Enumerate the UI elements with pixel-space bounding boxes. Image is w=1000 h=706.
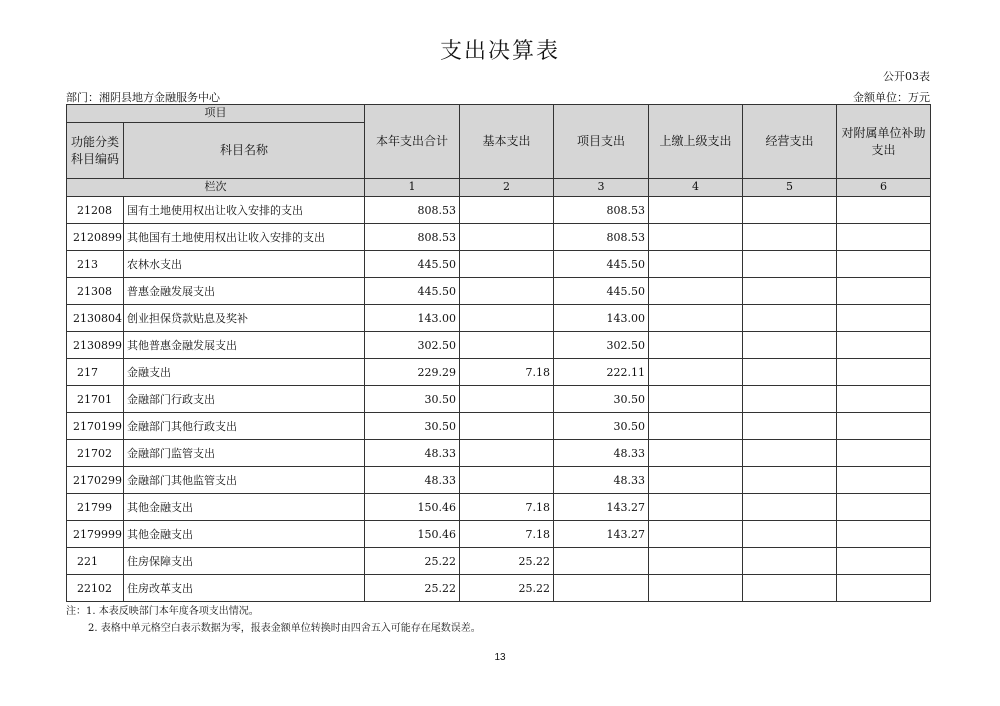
- header-subject-name: 科目名称: [124, 123, 365, 179]
- cell-upper: [649, 305, 743, 332]
- cell-business: [743, 332, 837, 359]
- table-row: [67, 251, 931, 278]
- col-num: 4: [649, 179, 743, 197]
- cell-total: 808.53: [365, 224, 460, 251]
- note-2: 2. 表格中单元格空白表示数据为零，报表金额单位转换时由四舍五入可能存在尾数误差。: [88, 623, 481, 634]
- cell-total: 48.33: [365, 440, 460, 467]
- header-subsidy: 对附属单位补助支出: [837, 105, 931, 179]
- cell-project: 445.50: [554, 278, 649, 305]
- cell-code: 221: [67, 548, 124, 575]
- cell-upper: [649, 575, 743, 602]
- cell-basic: 7.18: [460, 494, 554, 521]
- cell-project: 143.00: [554, 305, 649, 332]
- cell-upper: [649, 251, 743, 278]
- col-num: 2: [460, 179, 554, 197]
- department-label: 部门：湘阴县地方金融服务中心: [66, 91, 220, 104]
- cell-basic: 7.18: [460, 359, 554, 386]
- cell-project: 30.50: [554, 413, 649, 440]
- col-num: 5: [743, 179, 837, 197]
- table-body: [67, 197, 931, 602]
- cell-total: 445.50: [365, 278, 460, 305]
- cell-total: 150.46: [365, 494, 460, 521]
- table-row: [67, 332, 931, 359]
- cell-subject-name: 国有土地使用权出让收入安排的支出: [124, 197, 365, 224]
- cell-upper: [649, 521, 743, 548]
- header-project: 项目: [67, 105, 365, 123]
- cell-total: 150.46: [365, 521, 460, 548]
- cell-subject-name: 住房改革支出: [124, 575, 365, 602]
- header-row-label: 栏次: [67, 179, 365, 197]
- cell-subject-name: 金融支出: [124, 359, 365, 386]
- table-row: [67, 467, 931, 494]
- cell-code: 213: [67, 251, 124, 278]
- cell-basic: 7.18: [460, 521, 554, 548]
- cell-subject-name: 其他金融支出: [124, 494, 365, 521]
- cell-code: 22102: [67, 575, 124, 602]
- header-total: 本年支出合计: [365, 105, 460, 179]
- expenditure-table: [66, 104, 931, 602]
- cell-basic: [460, 332, 554, 359]
- cell-basic: [460, 224, 554, 251]
- page-number: 13: [494, 652, 506, 663]
- table-row: [67, 494, 931, 521]
- cell-subsidy: [837, 278, 931, 305]
- cell-business: [743, 575, 837, 602]
- table-row: [67, 548, 931, 575]
- cell-business: [743, 305, 837, 332]
- cell-code: 21308: [67, 278, 124, 305]
- cell-upper: [649, 467, 743, 494]
- table-row: [67, 305, 931, 332]
- cell-code: 2130899: [67, 332, 124, 359]
- cell-upper: [649, 197, 743, 224]
- cell-subsidy: [837, 548, 931, 575]
- cell-subsidy: [837, 467, 931, 494]
- header-basic: 基本支出: [460, 105, 554, 179]
- cell-subject-name: 创业担保贷款贴息及奖补: [124, 305, 365, 332]
- cell-total: 30.50: [365, 386, 460, 413]
- cell-code: 2130804: [67, 305, 124, 332]
- cell-subject-name: 住房保障支出: [124, 548, 365, 575]
- table-row: [67, 197, 931, 224]
- page-title: 支出决算表: [439, 39, 560, 64]
- cell-basic: [460, 305, 554, 332]
- header-func-code: 功能分类科目编码: [67, 123, 124, 179]
- cell-project: 302.50: [554, 332, 649, 359]
- col-num: 3: [554, 179, 649, 197]
- cell-business: [743, 467, 837, 494]
- cell-total: 30.50: [365, 413, 460, 440]
- cell-business: [743, 278, 837, 305]
- cell-basic: [460, 386, 554, 413]
- cell-basic: [460, 467, 554, 494]
- cell-basic: [460, 197, 554, 224]
- cell-basic: [460, 278, 554, 305]
- cell-project: 30.50: [554, 386, 649, 413]
- cell-upper: [649, 440, 743, 467]
- cell-subsidy: [837, 440, 931, 467]
- header-project-expense: 项目支出: [554, 105, 649, 179]
- cell-basic: [460, 251, 554, 278]
- cell-subsidy: [837, 359, 931, 386]
- cell-project: 48.33: [554, 440, 649, 467]
- table-row: [67, 521, 931, 548]
- cell-project: 222.11: [554, 359, 649, 386]
- cell-subsidy: [837, 413, 931, 440]
- cell-basic: 25.22: [460, 575, 554, 602]
- cell-subsidy: [837, 251, 931, 278]
- cell-project: 808.53: [554, 197, 649, 224]
- cell-total: 48.33: [365, 467, 460, 494]
- cell-business: [743, 386, 837, 413]
- cell-project: 143.27: [554, 494, 649, 521]
- cell-business: [743, 521, 837, 548]
- cell-upper: [649, 494, 743, 521]
- cell-subsidy: [837, 575, 931, 602]
- cell-project: 445.50: [554, 251, 649, 278]
- cell-subsidy: [837, 521, 931, 548]
- cell-code: 21701: [67, 386, 124, 413]
- cell-basic: 25.22: [460, 548, 554, 575]
- cell-code: 2120899: [67, 224, 124, 251]
- cell-subsidy: [837, 386, 931, 413]
- cell-code: 21208: [67, 197, 124, 224]
- cell-total: 302.50: [365, 332, 460, 359]
- cell-business: [743, 359, 837, 386]
- cell-subject-name: 农林水支出: [124, 251, 365, 278]
- cell-subject-name: 金融部门行政支出: [124, 386, 365, 413]
- table-row: [67, 278, 931, 305]
- table-row: [67, 413, 931, 440]
- cell-code: 2170299: [67, 467, 124, 494]
- cell-total: 143.00: [365, 305, 460, 332]
- cell-code: 21702: [67, 440, 124, 467]
- table-code: 公开03表: [883, 70, 930, 83]
- unit-label: 金额单位：万元: [853, 91, 930, 104]
- cell-business: [743, 494, 837, 521]
- cell-total: 808.53: [365, 197, 460, 224]
- cell-subsidy: [837, 224, 931, 251]
- table-row: [67, 359, 931, 386]
- cell-upper: [649, 278, 743, 305]
- cell-basic: [460, 413, 554, 440]
- cell-project: 48.33: [554, 467, 649, 494]
- cell-code: 2170199: [67, 413, 124, 440]
- cell-total: 445.50: [365, 251, 460, 278]
- cell-project: 143.27: [554, 521, 649, 548]
- cell-subject-name: 金融部门监管支出: [124, 440, 365, 467]
- cell-code: 2179999: [67, 521, 124, 548]
- cell-subject-name: 其他国有土地使用权出让收入安排的支出: [124, 224, 365, 251]
- table-row: [67, 386, 931, 413]
- cell-upper: [649, 413, 743, 440]
- table-row: [67, 575, 931, 602]
- cell-upper: [649, 359, 743, 386]
- cell-upper: [649, 548, 743, 575]
- cell-project: [554, 548, 649, 575]
- cell-business: [743, 548, 837, 575]
- table-row: [67, 224, 931, 251]
- cell-subject-name: 普惠金融发展支出: [124, 278, 365, 305]
- cell-subsidy: [837, 494, 931, 521]
- note-1: 注：1. 本表反映部门本年度各项支出情况。: [66, 606, 259, 617]
- cell-total: 25.22: [365, 575, 460, 602]
- cell-business: [743, 440, 837, 467]
- cell-subsidy: [837, 332, 931, 359]
- cell-business: [743, 224, 837, 251]
- cell-business: [743, 197, 837, 224]
- cell-total: 229.29: [365, 359, 460, 386]
- cell-code: 21799: [67, 494, 124, 521]
- col-num: 1: [365, 179, 460, 197]
- cell-subject-name: 其他普惠金融发展支出: [124, 332, 365, 359]
- cell-subject-name: 金融部门其他监管支出: [124, 467, 365, 494]
- cell-upper: [649, 386, 743, 413]
- cell-business: [743, 413, 837, 440]
- cell-code: 217: [67, 359, 124, 386]
- cell-upper: [649, 332, 743, 359]
- table-row: [67, 440, 931, 467]
- col-num: 6: [837, 179, 931, 197]
- cell-project: 808.53: [554, 224, 649, 251]
- cell-subject-name: 其他金融支出: [124, 521, 365, 548]
- cell-project: [554, 575, 649, 602]
- cell-total: 25.22: [365, 548, 460, 575]
- header-business: 经营支出: [743, 105, 837, 179]
- cell-subsidy: [837, 305, 931, 332]
- cell-business: [743, 251, 837, 278]
- cell-basic: [460, 440, 554, 467]
- cell-subsidy: [837, 197, 931, 224]
- header-upper: 上缴上级支出: [649, 105, 743, 179]
- cell-subject-name: 金融部门其他行政支出: [124, 413, 365, 440]
- cell-upper: [649, 224, 743, 251]
